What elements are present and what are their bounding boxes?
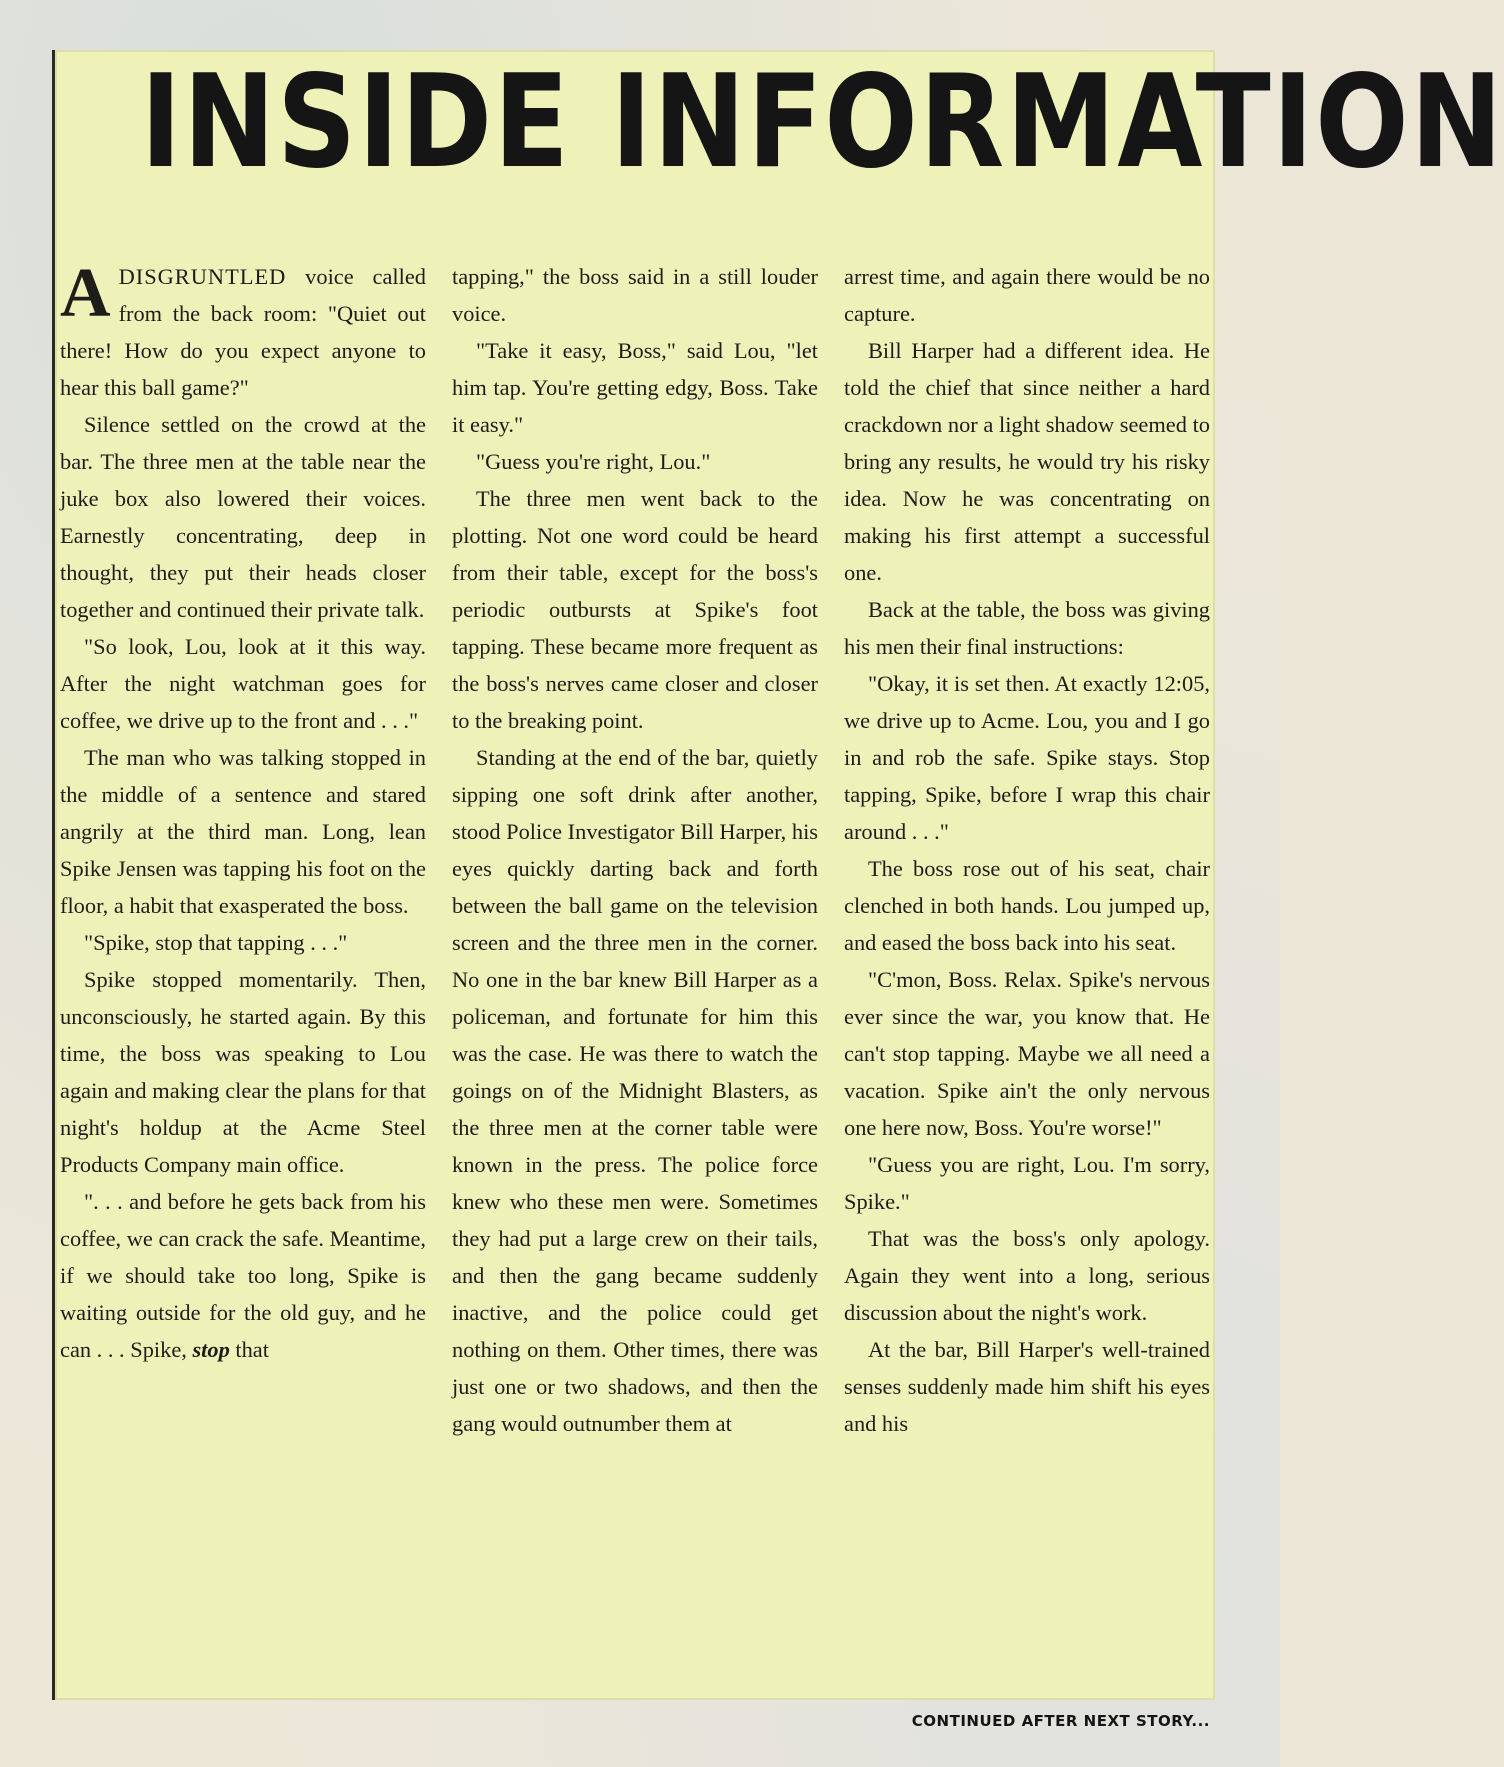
continued-note: CONTINUED AFTER NEXT STORY... <box>911 1712 1210 1730</box>
column-1 <box>60 255 426 1698</box>
paragraph-text: ". . . and before he gets back from his coffee, we can crack the safe. Meantime, if we should take too long, Spike is waiting outside for the old guy, and he can . . . Spike, <box>60 1189 426 1362</box>
paragraph: "Guess you're right, Lou." <box>476 449 711 474</box>
paragraph: tapping," the boss said in a still louder voice. <box>452 264 818 326</box>
paragraph-text: voice called from the back room: "Quiet out there! How do you expect anyone to hear this ball game?" <box>60 264 426 400</box>
paragraph: The three men went back to the plotting. Not one word could be heard from their table, except for the boss's periodic outbursts at Spike's foot tapping. These became more frequent as the boss's nerves came closer and closer to the breaking point. <box>452 486 818 733</box>
paragraph: "C'mon, Boss. Relax. Spike's nervous ever since the war, you know that. He can't stop tapping. Maybe we all need a vacation. Spike ain't the only nervous one here now, Boss. You're worse!" <box>844 967 1210 1140</box>
paragraph: "So look, Lou, look at it this way. After the night watchman goes for coffee, we drive up to the front and . . ." <box>60 634 426 733</box>
column-2 <box>452 258 818 1698</box>
paragraph: That was the boss's only apology. Again they went into a long, serious discussion about the night's work. <box>844 1226 1210 1325</box>
column-3 <box>844 258 1210 1698</box>
lead-caps: DISGRUNTLED <box>118 264 287 289</box>
paragraph: "Take it easy, Boss," said Lou, "let him tap. You're getting edgy, Boss. Take it easy." <box>452 338 818 437</box>
opening-paragraph <box>60 255 426 406</box>
paragraph: "Spike, stop that tapping . . ." <box>84 930 348 955</box>
paragraph-text: that <box>229 1337 269 1362</box>
paragraph: "Guess you are right, Lou. I'm sorry, Spike." <box>844 1152 1210 1214</box>
paragraph: Standing at the end of the bar, quietly sipping one soft drink after another, stood Police Investigator Bill Harper, his eyes quickly darting back and forth between the ball game on the television screen and the three men in the corner. No one in the bar knew Bill Harper as a policeman, and fortunate for him this was the case. He was there to watch the goings on of the Midnight Blasters, as the three men at the corner table were known in the press. The police force knew who these men were. Sometimes they had put a large crew on their tails, and then the gang became suddenly inactive, and the police could get nothing on them. Other times, there was just one or two shadows, and then the gang would outnumber them at <box>452 745 819 1436</box>
paragraph: At the bar, Bill Harper's well-trained senses suddenly made him shift his eyes and his <box>844 1337 1210 1436</box>
paragraph: Spike stopped momentarily. Then, unconsciously, he started again. By this time, the boss was speaking to Lou again and making clear the plans for that night's holdup at the Acme Steel Products Company main office. <box>60 967 426 1177</box>
paragraph: Back at the table, the boss was giving his men their final instructions: <box>844 597 1210 659</box>
paragraph: arrest time, and again there would be no capture. <box>844 264 1210 326</box>
paragraph: The boss rose out of his seat, chair clenched in both hands. Lou jumped up, and eased the boss back into his seat. <box>844 856 1210 955</box>
text-columns <box>60 255 1210 1698</box>
story-title: INSIDE INFORMATION <box>140 48 1504 197</box>
paragraph: Bill Harper had a different idea. He told the chief that since neither a hard crackdown nor a light shadow seemed to bring any results, he would try his risky idea. Now he was concentrating on making his first attempt a successful one. <box>844 338 1210 585</box>
emphasis: stop <box>192 1337 230 1362</box>
paragraph: "Okay, it is set then. At exactly 12:05, we drive up to Acme. Lou, you and I go in and rob the safe. Spike stays. Stop tapping, Spike, before I wrap this chair around . . ." <box>844 671 1210 844</box>
paragraph <box>60 1183 426 1368</box>
drop-cap: A <box>60 255 111 332</box>
paragraph: The man who was talking stopped in the middle of a sentence and stared angrily at the third man. Long, lean Spike Jensen was tapping his foot on the floor, a habit that exasperated the boss. <box>60 745 426 918</box>
paragraph: Silence settled on the crowd at the bar. The three men at the table near the juke box also lowered their voices. Earnestly concentrating, deep in thought, they put their heads closer together and continued their private talk. <box>60 412 426 622</box>
